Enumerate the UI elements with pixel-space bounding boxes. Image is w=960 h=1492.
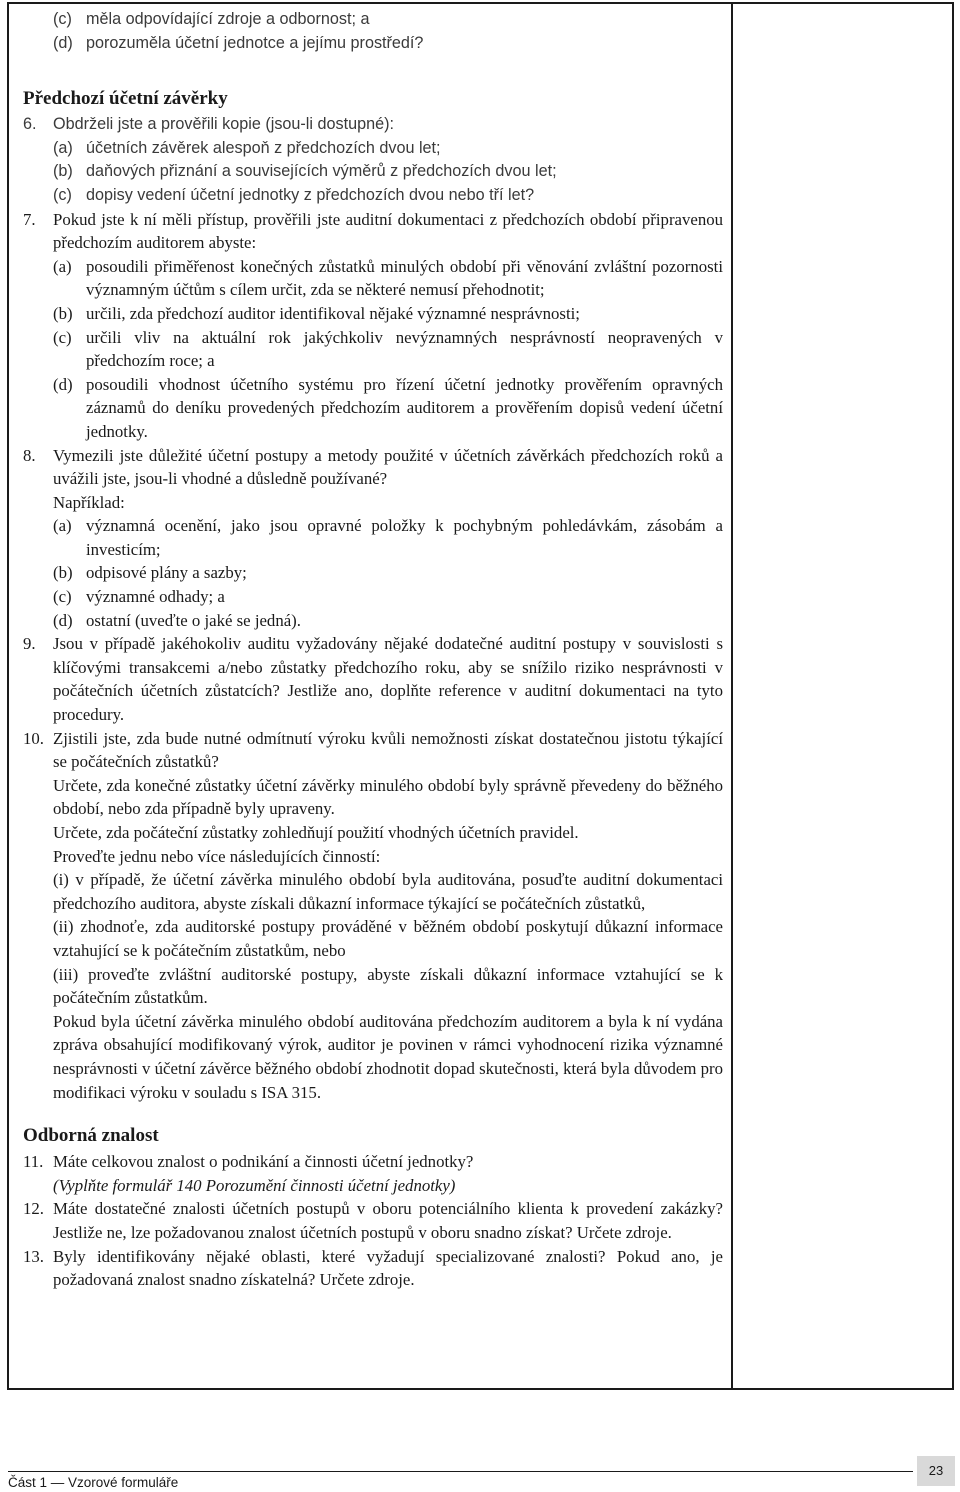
activity-i: (i) v případě, že účetní závěrka minulého období byla auditována, posuďte auditní dokumentaci předchozího auditora, abyste získali důkazní informace týkající se počátečních zůstatků, (53, 870, 723, 913)
question-text: Zjistili jste, zda bude nutné odmítnutí výroku kvůli nemožnosti získat dostatečnou jistotu týkající se počátečních zůstatků? (53, 728, 723, 772)
top-line-d: (d) porozuměla účetní jednotce a jejímu prostředí? (53, 33, 424, 52)
question-text: Jsou v případě jakéhokoliv auditu vyžadovány nějaké dodatečné auditní postupy v souvislosti s klíčovými transakcemi a/nebo zůstatky předchozího roku, aby se snížilo riziko nesprávnosti v počátečních účetních zůstatcích? Jestliže ano, doplňte reference v auditní dokumentaci na tyto procedury. (53, 634, 723, 725)
question-number: 11. (23, 1152, 44, 1172)
question-number: 6. (23, 115, 37, 134)
question-12 (23, 1197, 723, 1244)
question-number: 7. (23, 209, 36, 229)
question-number: 10. (23, 728, 44, 748)
question-text: Pokud jste k ní měli přístup, prověřili jste auditní dokumentaci z předchozích období připravenou předchozím auditorem abyste: (53, 209, 723, 253)
question-7: 7. Pokud jste k ní měli přístup, prověřili jste auditní dokumentaci z předchozích období připravenou předchozím auditorem abyste: (a) posoudili přiměřenost konečných zůstatků minulých období při věnování zvláštní pozornosti významným účtům s cílem určit, zda se některé nemusí přehodnotit; (b) určili, zda předchozí auditor identifikoval nějaké významné nesprávnosti; (c) určili vliv na aktuální rok jakýchkoliv nevýznamných nesprávností neopravených v předchozím roce; a (d) posoudili vhodnost účetního systému pro řízení účetní jednotky prověřením opravných záznamů do deníku provedených předchozím auditorem a prověřením dopisů vedení účetní jednotky. (23, 208, 723, 444)
question-number: 9. (23, 634, 36, 654)
question-11 (23, 1150, 723, 1197)
checklist-table (7, 2, 954, 1390)
question-8: 8. Vymezili jste důležité účetní postupy a metody použité v účetních závěrkách předchozích roků a uvážili jste, jsou-li vhodné a důsledně používané? Například: (a) významná ocenění, jako jsou opravné položky k pochybným pohledávkám, zásobám a investicím; (b) odpisové plány a sazby; (c) významné odhady; a (d) ostatní (uveďte o jaké se jedná). (23, 444, 723, 633)
form-reference: (Vyplňte formulář 140 Porozumění činnosti účetní jednotky) (53, 1175, 456, 1195)
activity-iii: (iii) proveďte zvláštní auditorské postupy, abyste získali důkazní informace vztahující se k počátečním zůstatkům. (53, 964, 723, 1008)
activity-ii: (ii) zhodnoťe, zda auditorské postupy prováděné v běžném období poskytují důkazní informace vztahující se k počátečním zůstatkům, nebo (53, 917, 723, 960)
section-title-previous-statements: Předchozí účetní závěrky (23, 88, 228, 110)
footer-rule (8, 1471, 913, 1472)
question-6: 6. Obdrželi jste a prověřili kopie (jsou-li dostupné): (a) účetních závěrek alespoň z předchozích dvou let; (b) daňových přiznání a souvisejících výměrů z předchozích dvou let; (c) dopisy vedení účetní jednotky z předchozích dvou nebo tří let? (23, 113, 723, 207)
question-text: Vymezili jste důležité účetní postupy a metody použité v účetních závěrkách předchozích roků a uvážili jste, jsou-li vhodné a důsledně používané? (53, 445, 723, 489)
instruction-3: Proveďte jednu nebo více následujících činností: (53, 846, 381, 866)
question-13 (23, 1245, 723, 1292)
page-number: 23 (917, 1456, 955, 1486)
question-number: 12. (23, 1199, 44, 1219)
question-text: Obdrželi jste a prověřili kopie (jsou-li dostupné): (53, 115, 394, 134)
question-text: Máte dostatečné znalosti účetních postupů v oboru potenciálního klienta k provedení zakázky? Jestliže ne, lze požadovanou znalost účetních postupů v oboru snadno získat? Určete zdroje. (53, 1199, 723, 1242)
instruction-2: Určete, zda počáteční zůstatky zohledňují použití vhodných účetních pravidel. (53, 823, 579, 842)
example-label: Například: (53, 492, 125, 512)
question-9 (23, 632, 723, 726)
question-number: 13. (23, 1246, 44, 1266)
instruction-1: Určete, zda konečné zůstatky účetní závěrky minulého období byly správně převedeny do běžného období, nebo zda případně byly upraveny. (53, 775, 723, 819)
question-10 (23, 727, 723, 1105)
top-line-c: (c) měla odpovídající zdroje a odbornost; a (53, 10, 370, 28)
question-column (23, 8, 723, 1292)
section-title-expertise: Odborná znalost (23, 1125, 159, 1147)
question-text: Byly identifikovány nějaké oblasti, které vyžadují specializované znalosti? Pokud ano, je požadovaná znalost snadno získatelná? Určete zdroje. (53, 1246, 723, 1290)
footer-label: Část 1 — Vzorové formuláře (8, 1475, 179, 1490)
question-number: 8. (23, 445, 36, 465)
instruction-4: Pokud byla účetní závěrka minulého období auditována předchozím auditorem a byla k ní vydána zpráva obsahující modifikovaný výrok, auditor je povinen v rámci vyhodnocení rizika významné nesprávnosti v účetní závěrce běžného období zhodnotit dopad skutečnosti, která byla důvodem pro modifikaci výroku v souladu s ISA 315. (53, 1011, 723, 1102)
column-divider (731, 4, 733, 1388)
question-text: Máte celkovou znalost o podnikání a činnosti účetní jednotky? (53, 1152, 474, 1172)
